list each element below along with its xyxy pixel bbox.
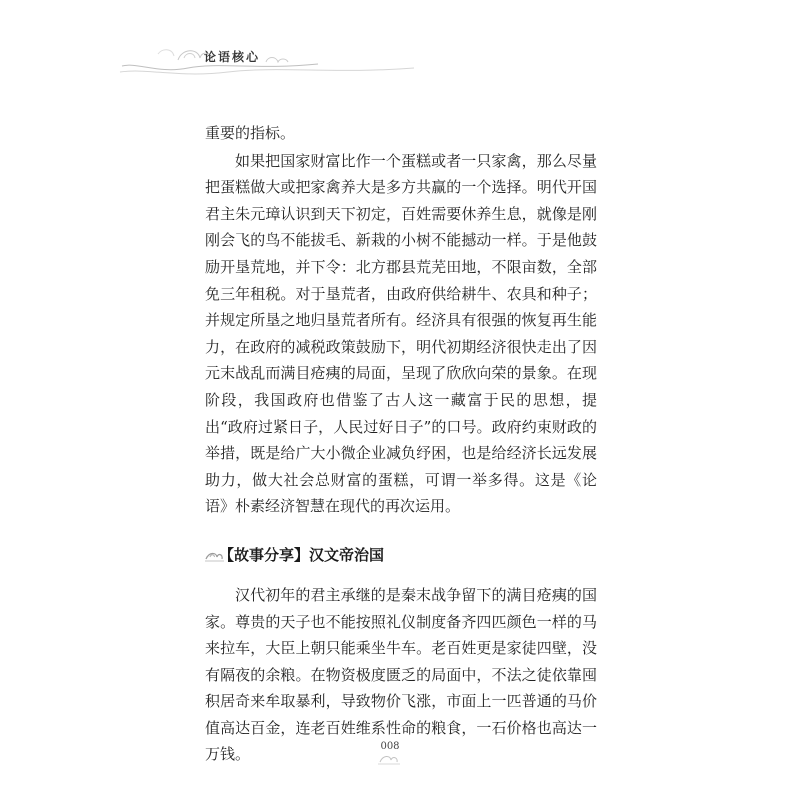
running-header-title: 论语核心 <box>204 50 261 64</box>
paragraph-wealth-cake: 如果把国家财富比作一个蛋糕或者一只家禽，那么尽量把蛋糕做大或把家禽养大是多方共赢的一个选择。明代开国君主朱元璋认识到天下初定，百姓需要休养生息，就像是刚刚会飞的鸟不能拔毛、新栽的小树不能撼动一样。于是他鼓励开垦荒地，并下令：北方郡县荒芜田地，不限亩数，全部免三年租税。对于垦荒者，由政府供给耕牛、农具和种子；并规定所垦之地归垦荒者所有。经济具有很强的恢复再生能力，在政府的减税政策鼓励下，明代初期经济很快走出了因元末战乱而满目疮痍的局面，呈现了欣欣向荣的景象。在现阶段，我国政府也借鉴了古人这一藏富于民的思想，提出“政府过紧日子，人民过好日子”的口号。政府约束财政的举措，既是给广大小微企业减负纾困，也是给经济长远发展助力，做大社会总财富的蛋糕，可谓一举多得。这是《论语》朴素经济智慧在现代的再次运用。 <box>205 151 597 516</box>
section-heading-text: 【故事分享】汉文帝治国 <box>219 545 385 564</box>
paragraph-continued: 重要的指标。 <box>205 124 296 142</box>
page-number: 008 <box>380 741 400 752</box>
running-header <box>118 40 418 80</box>
page-body <box>205 120 597 768</box>
section-heading <box>205 542 597 570</box>
cloud-swirl-icon <box>378 752 402 766</box>
cloud-swirl-icon <box>118 40 418 80</box>
paragraph-han-story: 汉代初年的君主承继的是秦末战争留下的满目疮痍的国家。尊贵的天子也不能按照礼仪制度备齐四匹颜色一样的马来拉车，大臣上朝只能乘坐牛车。老百姓更是家徒四壁，没有隔夜的余粮。在物资极度匮乏的局面中，不法之徒依靠囤积居奇来牟取暴利，导致物价飞涨，市面上一匹普通的马价值高达百金，连老百姓维系性命的粮食，一石价格也高达一万钱。 <box>205 585 597 764</box>
